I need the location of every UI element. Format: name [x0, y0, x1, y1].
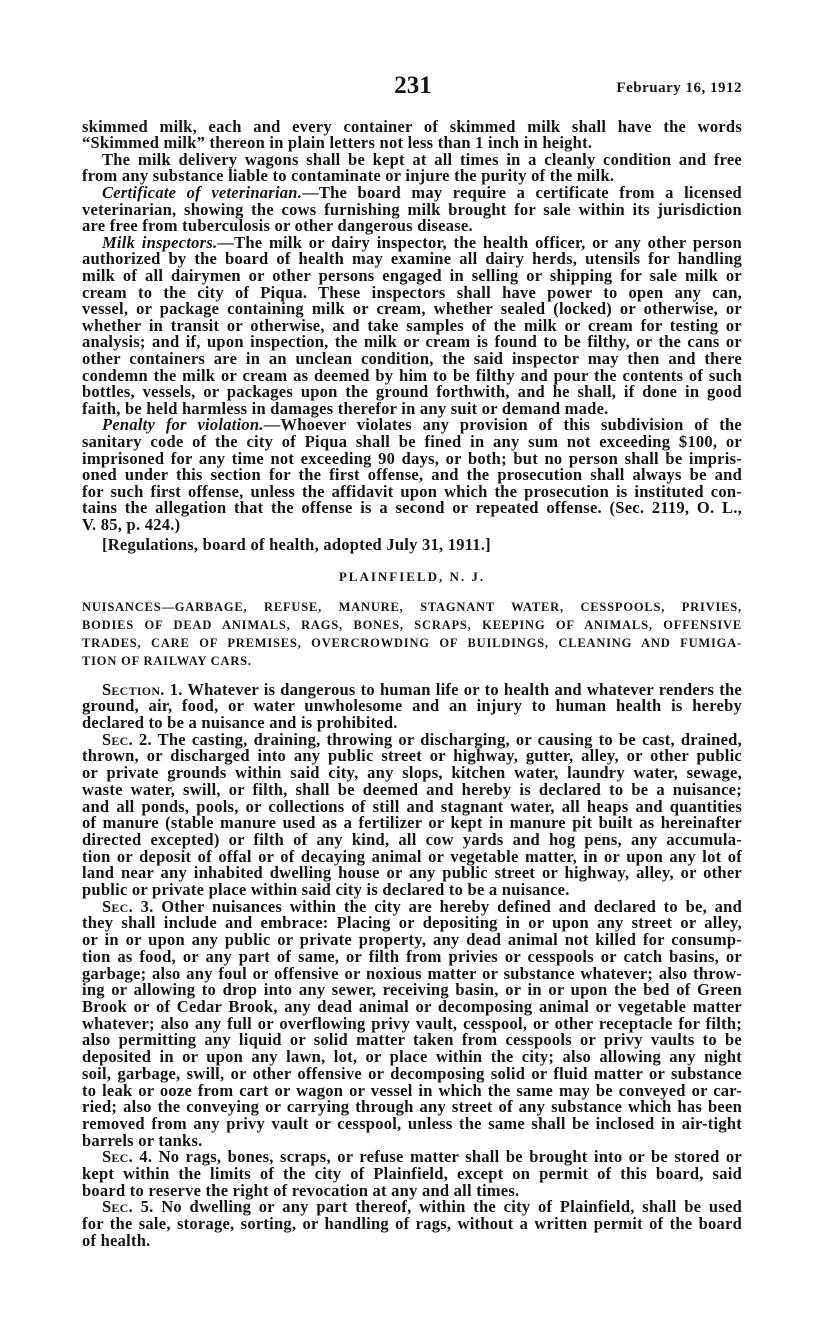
- section: [82, 896, 742, 1150]
- text-line: of manure (stable manure used as a fertilizer or kept in manure pit built as hereinafter: [82, 813, 742, 833]
- subheading-line: TRADES, CARE OF PREMISES, OVERCROWDING OF BUILDINGS, CLEANING AND FUMIGA-: [82, 636, 742, 650]
- paragraph: [82, 116, 742, 153]
- text-line: other containers are in an unclean condition, the said inspector may then and there: [82, 349, 742, 368]
- text-line: condemn the milk or cream as deemed by him to be filthy and pour the contents of such: [82, 365, 742, 385]
- line-text: Other nuisances within the city are hereby defined and declared to be, and: [161, 896, 742, 916]
- page-number: 231: [394, 72, 432, 99]
- text-line: waste water, swill, or filth, shall be deemed and hereby is declared to be a nuisance;: [82, 779, 742, 799]
- text-line: whatever; also any full or overflowing privy vault, cesspool, or other receptacle for filth;: [82, 1013, 742, 1033]
- text-line: and all ponds, pools, or collections of still and stagnant water, all heaps and quantities: [82, 796, 742, 816]
- text-line: Brook or of Cedar Brook, any dead animal or decomposing animal or vegetable matter: [82, 997, 742, 1016]
- text-line: garbage; also any foul or offensive or noxious matter or substance whatever; also throw-: [82, 963, 742, 983]
- section: [82, 1149, 742, 1199]
- text-line: milk of all dairymen or other persons engaged in selling or shipping for sale milk or: [82, 266, 742, 286]
- plainfield-sections: [82, 679, 743, 1250]
- text-line: tion or deposit of offal or of decaying animal or vegetable matter, in or upon any lot of: [82, 846, 742, 866]
- paragraph-lead: Certificate of veterinarian.: [102, 183, 303, 203]
- line-text: Whatever is dangerous to human life or to health and whatever renders the: [187, 679, 743, 699]
- source-note-block: [82, 534, 742, 554]
- text-line: whether in transit or otherwise, and take samples of the milk or cream for testing or: [82, 315, 742, 335]
- paragraph: [82, 417, 742, 533]
- text-line: ing or allowing to drop into any sewer, receiving basin, or in or upon the bed of Green: [82, 980, 742, 1000]
- text-line: they shall include and embrace: Placing or depositing in or upon any street or alley,: [82, 913, 742, 933]
- text-line: sanitary code of the city of Piqua shall be fined in any sum not exceeding $100, or: [82, 431, 742, 451]
- section: [82, 679, 743, 733]
- text-line: oned under this section for the first offense, and the prosecution shall always be and: [82, 465, 742, 485]
- paragraph: [82, 185, 742, 235]
- text-line: barrels or tanks.: [82, 1130, 203, 1150]
- line-text: —Whoever violates any provision of this subdivision of the: [263, 415, 742, 435]
- text-line: V. 85, p. 424.): [82, 514, 181, 534]
- text-line: analysis; and if, upon inspection, the milk or cream is found to be filthy, or the cans or: [82, 332, 742, 352]
- text-line: tains the allegation that the offense is a second or repeated offense. (Sec. 2119, O. L.,: [82, 498, 742, 518]
- text-line: or private grounds within said city, any slops, kitchen water, laundry water, sewage,: [82, 763, 742, 783]
- subheading-line: BODIES OF DEAD ANIMALS, RAGS, BONES, SCRAPS, KEEPING OF ANIMALS, OFFENSIVE: [82, 618, 742, 632]
- page-date: February 16, 1912: [616, 80, 742, 96]
- text-line: ground, air, food, or water unwholesome and an injury to human health is hereby: [82, 696, 742, 716]
- text-line: board to reserve the right of revocation at any and all times.: [82, 1180, 520, 1200]
- source-note: [Regulations, board of health, adopted July 31, 1911.]: [102, 534, 491, 554]
- text-line: of health.: [82, 1230, 151, 1250]
- text-line: are free from tuberculosis or other dangerous disease.: [82, 216, 473, 236]
- text-line: cream to the city of Piqua. These inspectors shall have power to open any can,: [82, 282, 742, 302]
- line-text: The casting, draining, throwing or discharging, or causing to be cast, drained,: [157, 729, 742, 749]
- text-line: for such first offense, unless the affidavit upon which the prosecution is instituted con-: [82, 481, 742, 501]
- paragraph: [82, 149, 742, 186]
- text-line: deposited in or upon any lawn, lot, or place within the city; also allowing any night: [82, 1047, 742, 1067]
- section-label: Sec. 2.: [102, 729, 152, 749]
- text-line: faith, be held harmless in damages therefor in any suit or demand made.: [82, 398, 609, 418]
- text-line: public or private place within said city is declared to be a nuisance.: [82, 880, 570, 900]
- text-line: for the sale, storage, sorting, or handling of rags, without a written permit of the board: [82, 1214, 742, 1234]
- text-line: vessel, or package containing milk or cream, whether sealed (locked) or otherwise, or: [82, 299, 742, 319]
- text-line: imprisoned for any time not exceeding 90 days, or both; but no person shall be impris-: [82, 448, 742, 468]
- text-line: bottles, vessels, or packages upon the ground forthwith, and he shall, if done in good: [82, 382, 742, 402]
- subheading-line: TION OF RAILWAY CARS.: [82, 654, 252, 668]
- text-line: thrown, or discharged into any public street or highway, gutter, alley, or other public: [82, 746, 742, 766]
- text-line: also permitting any liquid or solid matter taken from cesspools or privy vaults to be: [82, 1030, 742, 1050]
- text-line: kept within the limits of the city of Plainfield, except on permit of this board, said: [82, 1164, 742, 1184]
- section-label: Sec. 5.: [102, 1197, 154, 1217]
- text-line: removed from any privy vault or cesspool, unless the same shall be inclosed in air-tight: [82, 1113, 742, 1133]
- text-line: veterinarian, showing the cows furnishing milk brought for sale within its jurisdiction: [82, 199, 742, 219]
- section: [82, 1199, 742, 1249]
- subheading-line: NUISANCES—GARBAGE, REFUSE, MANURE, STAGNANT WATER, CESSPOOLS, PRIVIES,: [82, 600, 742, 614]
- paragraph: [82, 232, 742, 418]
- text-line: directed excepted) or filth of any kind, all cow yards and hog pens, any accumula-: [82, 829, 742, 849]
- section-label: Sec. 3.: [102, 896, 154, 916]
- text-line: ried; also the conveying or carrying through any street of any substance which has been: [82, 1097, 742, 1117]
- section: [82, 729, 742, 900]
- section-label: Sec. 4.: [102, 1147, 153, 1167]
- text-line: skimmed milk, each and every container of skimmed milk shall have the words: [82, 116, 742, 136]
- text-line: tion as food, or any part of same, or filth from privies or cesspools or catch basins, or: [82, 946, 742, 966]
- text-line: soil, garbage, swill, or other offensive or decomposing solid or fluid matter or substance: [82, 1063, 742, 1083]
- section-label: Section. 1.: [102, 679, 183, 699]
- text-line: to leak or ooze from cart or wagon or vessel in which the same may be conveyed or car-: [82, 1080, 742, 1100]
- text-line: The milk delivery wagons shall be kept at all times in a cleanly condition and free: [102, 149, 742, 169]
- piqua-milk-regulations: [82, 116, 742, 534]
- text-line: or in or upon any public or private property, any dead animal not killed for consump-: [82, 930, 742, 950]
- paragraph-lead: Penalty for violation.: [102, 415, 264, 435]
- line-text: No dwelling or any part thereof, within the city of Plainfield, shall be used: [161, 1197, 742, 1217]
- paragraph-lead: Milk inspectors.: [102, 232, 218, 252]
- text-line: declared to be a nuisance and is prohibited.: [82, 713, 398, 733]
- text-line: authorized by the board of health may examine all dairy herds, utensils for handling: [82, 249, 742, 269]
- line-text: —The board may require a certificate from a licensed: [302, 183, 742, 203]
- city-heading: PLAINFIELD, N. J.: [338, 568, 486, 584]
- text-line: from any substance liable to contaminate or injure the purity of the milk.: [82, 166, 615, 186]
- line-text: No rags, bones, scraps, or refuse matter shall be brought into or be stored or: [158, 1147, 742, 1167]
- topic-subheading: [82, 598, 742, 670]
- line-text: —The milk or dairy inspector, the health officer, or any other person: [217, 232, 742, 252]
- text-line: land near any inhabited dwelling house or any public street or highway, alley, or other: [82, 863, 742, 883]
- text-line: “Skimmed milk” thereon in plain letters not less than 1 inch in height.: [82, 133, 593, 153]
